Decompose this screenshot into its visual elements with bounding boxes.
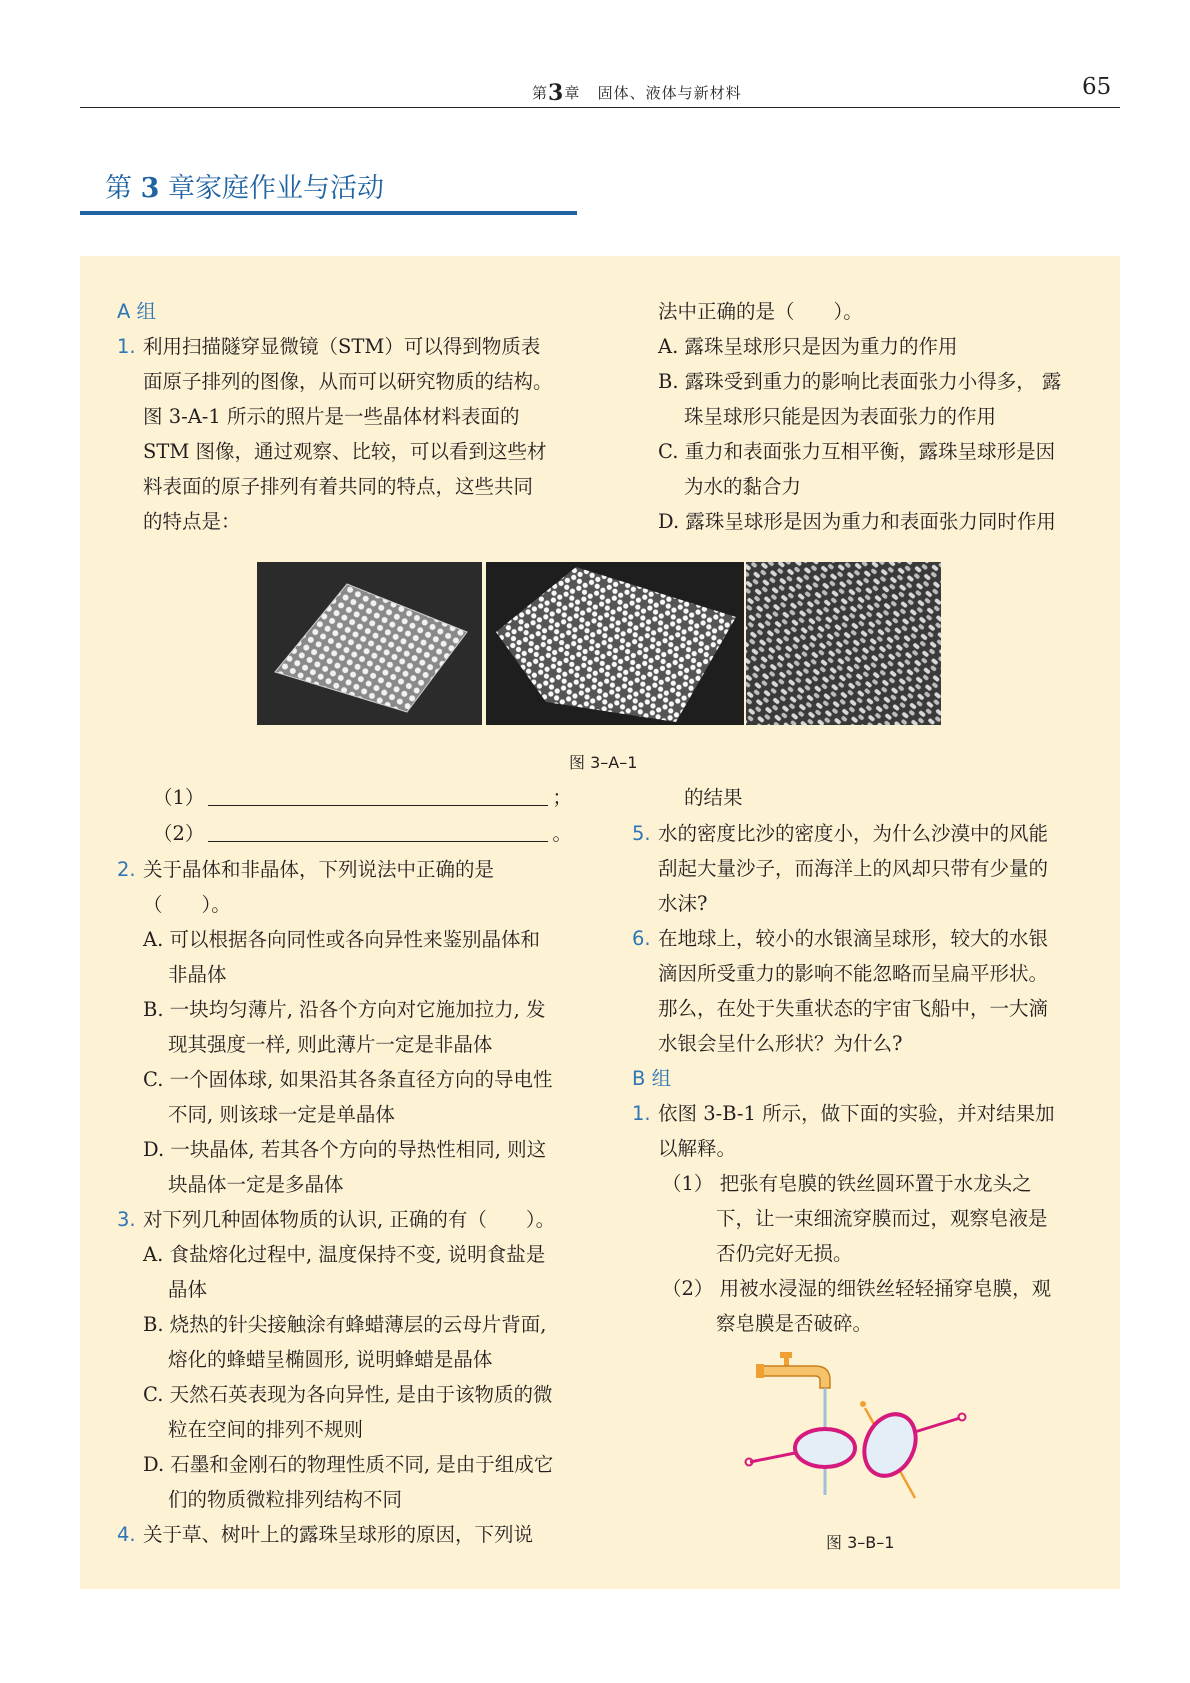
option-d-cont: 的结果 (684, 786, 743, 809)
stm-image-2 (486, 562, 744, 725)
option-line: A. 可以根据各向同性或各向异性来鉴别晶体和 (143, 928, 540, 951)
question-number: 1. (632, 1102, 651, 1125)
option-line: C. 天然石英表现为各向异性, 是由于该物质的微 (143, 1383, 553, 1406)
sub-step-line: 否仍完好无损。 (716, 1242, 853, 1265)
option-line: 非晶体 (168, 963, 227, 986)
option-a: A. 露珠呈球形只是因为重力的作用 (658, 335, 958, 358)
question-line: 滴因所受重力的影响不能忽略而呈扁平形状。 (658, 962, 1049, 985)
faucet-icon (756, 1352, 830, 1388)
option-line: B. 一块均匀薄片, 沿各个方向对它施加拉力, 发 (143, 998, 546, 1021)
blank-line (208, 787, 548, 806)
sub-step-line: 下，让一束细流穿膜而过，观察皂液是 (716, 1207, 1048, 1230)
question-line: 以解释。 (658, 1137, 737, 1160)
section-title-suffix: 章家庭作业与活动 (159, 173, 384, 204)
stm-lattice-woven (746, 562, 941, 725)
question-line: 利用扫描隧穿显微镜（STM）可以得到物质表 (143, 335, 541, 358)
header-divider (80, 107, 1120, 108)
sub-step-line: 察皂膜是否破碎。 (716, 1312, 873, 1335)
soap-film-ring-left (746, 1429, 856, 1467)
question-line: 那么，在处于失重状态的宇宙飞船中，一大滴 (658, 997, 1049, 1020)
question-line: 的特点是： (143, 510, 241, 533)
option-line: B. 烧热的针尖接触涂有蜂蜡薄层的云母片背面, (143, 1313, 547, 1336)
section-title-prefix: 第 (105, 173, 141, 204)
question-line: 料表面的原子排列有着共同的特点，这些共同 (143, 475, 534, 498)
blank-line (208, 823, 548, 842)
figure-b-caption: 图 3–B–1 (826, 1533, 895, 1552)
section-title-number: 3 (140, 173, 160, 204)
sub-step-2: （2） 用被水浸湿的细铁丝轻轻捅穿皂膜，观 (662, 1277, 1052, 1300)
question-line: 对下列几种固体物质的认识, 正确的有（ ）。 (143, 1208, 556, 1231)
page-number: 65 (1082, 74, 1112, 100)
sub-step-1: （1） 把张有皂膜的铁丝圆环置于水龙头之 (662, 1172, 1032, 1195)
group-b-heading: B 组 (632, 1067, 672, 1090)
chapter-title: 固体、液体与新材料 (597, 84, 742, 102)
chapter-number: 3 (548, 80, 565, 106)
stm-image-1 (257, 562, 482, 725)
question-line: 水银会呈什么形状？为什么? (658, 1032, 903, 1055)
question-line: 关于晶体和非晶体，下列说法中正确的是 (143, 858, 495, 881)
option-line: C. 一个固体球, 如果沿其各条直径方向的导电性 (143, 1068, 553, 1091)
stm-lattice-diamond (257, 562, 482, 725)
option-line: D. 石墨和金刚石的物理性质不同, 是由于组成它 (143, 1453, 554, 1476)
option-line: A. 食盐熔化过程中, 温度保持不变, 说明食盐是 (143, 1243, 546, 1266)
question-line: 法中正确的是（ ）。 (658, 300, 863, 323)
question-line: 水沫? (658, 892, 708, 915)
option-b-cont: 珠呈球形只能是因为表面张力的作用 (684, 405, 997, 428)
answer-blank-2 (153, 822, 572, 846)
question-number: 3. (117, 1208, 136, 1231)
answer-blank-1 (153, 786, 572, 810)
option-line: 熔化的蜂蜡呈椭圆形, 说明蜂蜡是晶体 (168, 1348, 493, 1371)
question-line: （ ）。 (143, 893, 231, 916)
blank-label: （2） (153, 822, 205, 845)
figure-b-illustration (740, 1350, 980, 1520)
blank-end: ； (552, 786, 572, 809)
figure-a-caption: 图 3–A–1 (569, 753, 638, 772)
soap-film-ring-right (855, 1401, 966, 1498)
question-line: 水的密度比沙的密度小，为什么沙漠中的风能 (658, 822, 1049, 845)
question-line: 依图 3-B-1 所示，做下面的实验，并对结果加 (658, 1102, 1055, 1125)
blank-end: 。 (552, 822, 572, 845)
option-c-cont: 为水的黏合力 (684, 475, 802, 498)
chapter-prefix: 第 (532, 84, 549, 102)
question-number: 1. (117, 335, 136, 358)
option-line: 们的物质微粒排列结构不同 (168, 1488, 403, 1511)
section-title (105, 166, 384, 205)
running-header (532, 80, 742, 106)
question-number: 5. (632, 822, 651, 845)
option-b: B. 露珠受到重力的影响比表面张力小得多， 露 (658, 370, 1062, 393)
question-number: 4. (117, 1523, 136, 1546)
question-line: 刮起大量沙子，而海洋上的风却只带有少量的 (658, 857, 1049, 880)
question-line: 图 3-A-1 所示的照片是一些晶体材料表面的 (143, 405, 520, 428)
option-line: 粒在空间的排列不规则 (168, 1418, 364, 1441)
option-line: D. 一块晶体, 若其各个方向的导热性相同, 则这 (143, 1138, 547, 1161)
question-line: 关于草、树叶上的露珠呈球形的原因，下列说 (143, 1523, 534, 1546)
question-number: 6. (632, 927, 651, 950)
stm-lattice-hex (486, 562, 744, 725)
option-d: D. 露珠呈球形是因为重力和表面张力同时作用 (658, 510, 1056, 533)
group-a-heading: A 组 (117, 300, 157, 323)
chapter-suffix: 章 (564, 84, 581, 102)
section-title-underline (80, 211, 577, 215)
question-number: 2. (117, 858, 136, 881)
option-c: C. 重力和表面张力互相平衡，露珠呈球形是因 (658, 440, 1056, 463)
option-line: 不同, 则该球一定是单晶体 (168, 1103, 395, 1126)
question-line: 在地球上，较小的水银滴呈球形，较大的水银 (658, 927, 1049, 950)
option-line: 块晶体一定是多晶体 (168, 1173, 344, 1196)
question-line: STM 图像，通过观察、比较，可以看到这些材 (143, 440, 547, 463)
option-line: 晶体 (168, 1278, 208, 1301)
blank-label: （1） (153, 786, 205, 809)
question-line: 面原子排列的图像，从而可以研究物质的结构。 (143, 370, 553, 393)
option-line: 现其强度一样, 则此薄片一定是非晶体 (168, 1033, 493, 1056)
stm-image-3 (746, 562, 941, 725)
